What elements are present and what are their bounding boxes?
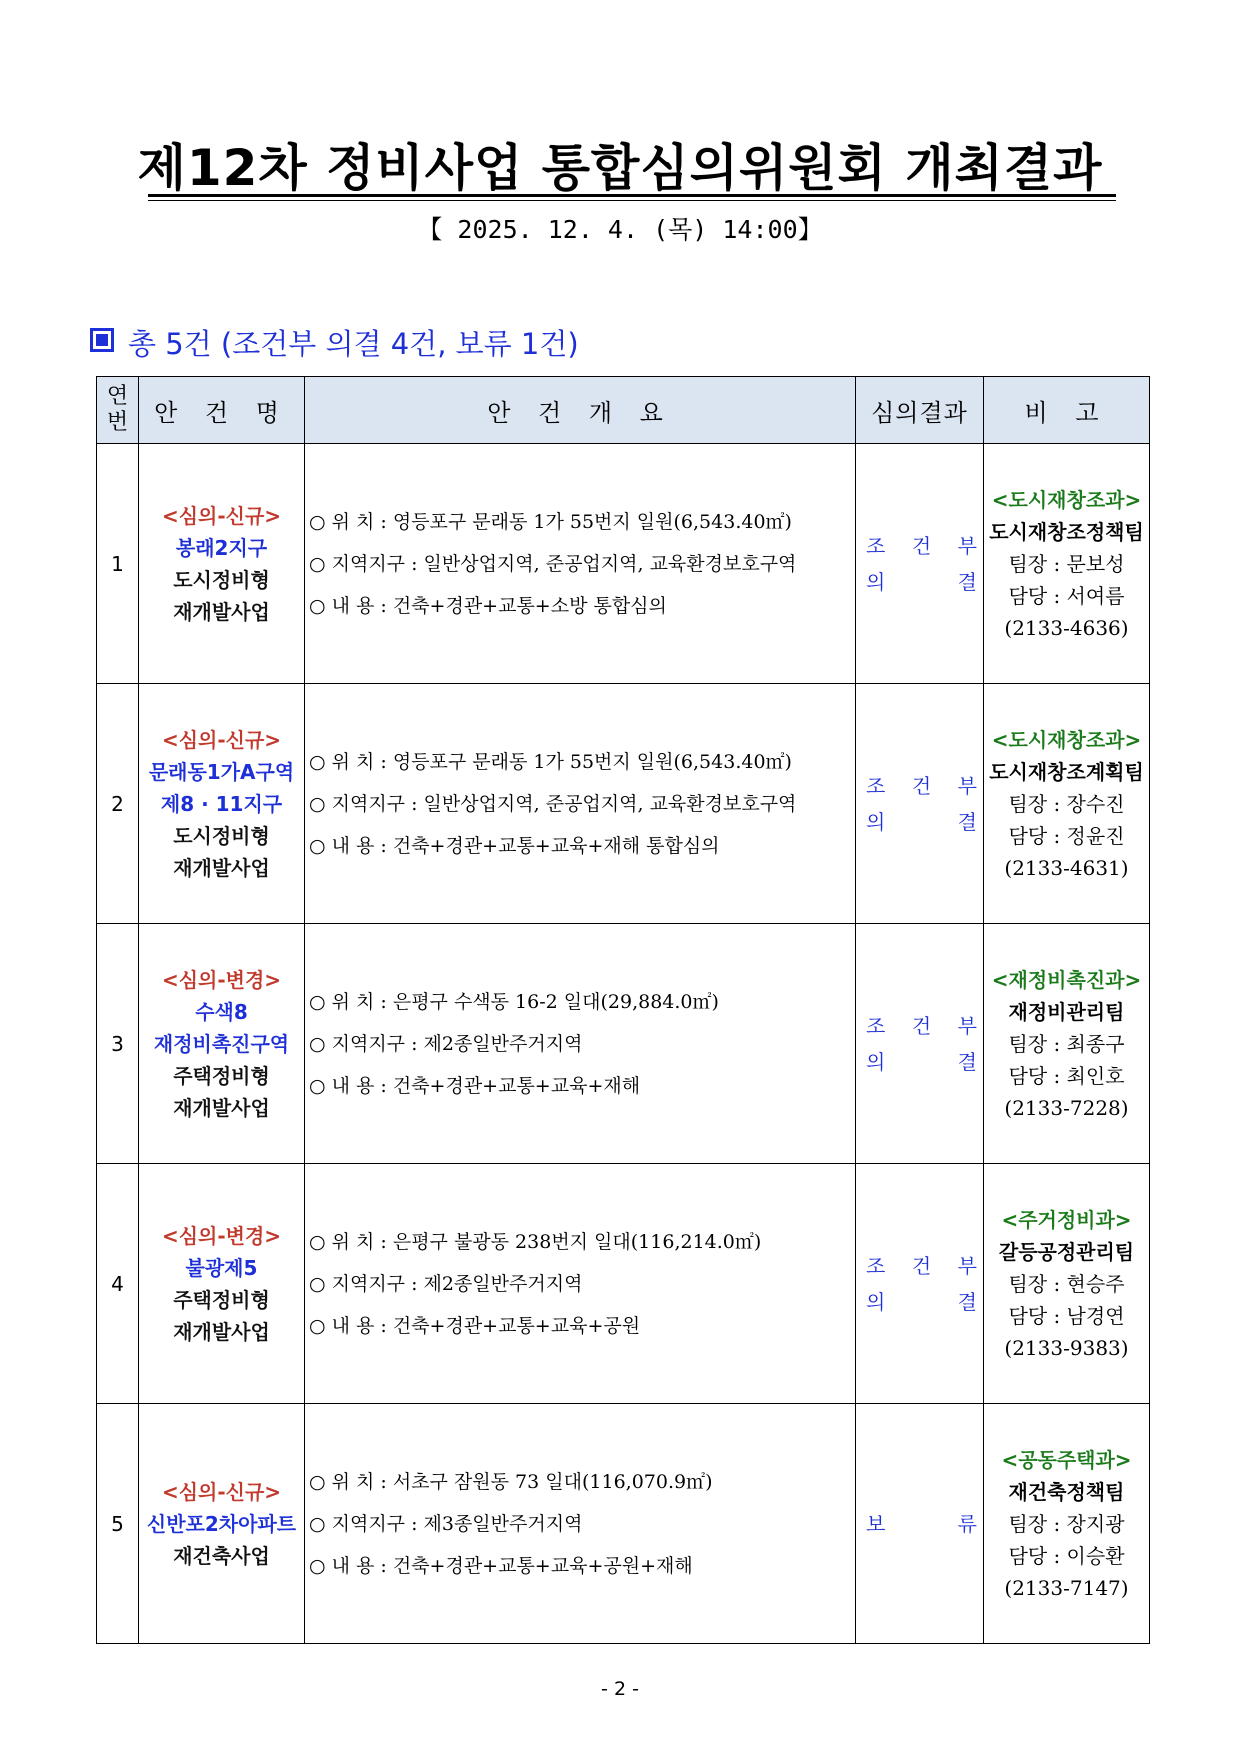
title-underline	[148, 194, 1116, 197]
content-text: ○ 내 용 : 건축+경관+교통+교육+재해 통합심의	[309, 834, 720, 857]
staff-contact: 담당 : 정윤진	[1008, 823, 1125, 848]
team: 재건축정책팀	[1008, 1479, 1125, 1504]
agenda-table	[96, 376, 1150, 1644]
overview-cell	[305, 444, 856, 684]
phone-number: (2133-4631)	[1004, 855, 1129, 880]
team: 도시재창조정책팀	[989, 519, 1144, 544]
staff-contact: 담당 : 이승환	[1008, 1543, 1125, 1568]
phone-number: (2133-7147)	[1004, 1575, 1129, 1600]
table-row	[97, 1164, 1150, 1404]
team-leader: 팀장 : 장지광	[1008, 1511, 1125, 1536]
agenda-name-cell	[139, 684, 305, 924]
zone-text: ○ 지역지구 : 제2종일반주거지역	[309, 1272, 583, 1295]
agenda-name-cell	[139, 1404, 305, 1644]
location-text: ○ 위 치 : 은평구 수색동 16-2 일대(29,884.0㎡)	[309, 990, 719, 1013]
department: <공동주택과>	[1001, 1447, 1132, 1472]
team-leader: 팀장 : 현승주	[1008, 1271, 1125, 1296]
result-cell: 보 류	[856, 1404, 984, 1644]
summary-line	[90, 322, 579, 363]
table-row	[97, 1404, 1150, 1644]
department: <도시재창조과>	[991, 487, 1142, 512]
table-row	[97, 924, 1150, 1164]
team-leader: 팀장 : 최종구	[1008, 1031, 1125, 1056]
staff-contact: 담당 : 서여름	[1008, 583, 1125, 608]
project-name: 재정비촉진구역	[153, 1031, 290, 1056]
location-text: ○ 위 치 : 서초구 잠원동 73 일대(116,070.9㎡)	[309, 1470, 713, 1493]
location-text: ○ 위 치 : 은평구 불광동 238번지 일대(116,214.0㎡)	[309, 1230, 762, 1253]
review-tag: <심의-변경>	[161, 1223, 282, 1248]
zone-text: ○ 지역지구 : 일반상업지역, 준공업지역, 교육환경보호구역	[309, 552, 797, 575]
agenda-name-cell	[139, 924, 305, 1164]
phone-number: (2133-4636)	[1004, 615, 1129, 640]
project-name: 신반포2차아파트	[146, 1511, 297, 1536]
overview-cell	[305, 1164, 856, 1404]
header-name: 안 건 명	[139, 377, 305, 444]
page-number: - 2 -	[601, 1678, 639, 1700]
note-cell	[984, 684, 1150, 924]
department: <재정비촉진과>	[991, 967, 1142, 992]
result-cell: 조 건 부 의 결	[856, 684, 984, 924]
page-title: 제12차 정비사업 통합심의위원회 개최결과	[137, 139, 1103, 197]
overview-cell	[305, 684, 856, 924]
result-cell: 조 건 부 의 결	[856, 444, 984, 684]
row-number: 4	[97, 1164, 139, 1404]
summary-text: 총 5건 (조건부 의결 4건, 보류 1건)	[128, 327, 579, 361]
team: 갈등공정관리팀	[998, 1239, 1135, 1264]
note-cell	[984, 1164, 1150, 1404]
note-cell	[984, 1404, 1150, 1644]
title-underline-thin	[148, 200, 1116, 201]
project-name: 수색8	[195, 999, 248, 1024]
zone-text: ○ 지역지구 : 제3종일반주거지역	[309, 1512, 583, 1535]
header-note: 비 고	[984, 377, 1150, 444]
phone-number: (2133-7228)	[1004, 1095, 1129, 1120]
note-cell	[984, 924, 1150, 1164]
project-type: 주택정비형	[173, 1063, 270, 1088]
table-row	[97, 684, 1150, 924]
meeting-datetime: 【 2025. 12. 4. (목) 14:00】	[417, 215, 823, 244]
project-name: 문래동1가A구역	[148, 759, 295, 784]
content-text: ○ 내 용 : 건축+경관+교통+교육+재해	[309, 1074, 641, 1097]
result-cell: 조 건 부 의 결	[856, 924, 984, 1164]
project-name: 제8 · 11지구	[160, 791, 283, 816]
team-leader: 팀장 : 문보성	[1008, 551, 1125, 576]
review-tag: <심의-변경>	[161, 967, 282, 992]
row-number: 2	[97, 684, 139, 924]
team: 재정비관리팀	[1008, 999, 1125, 1024]
project-name: 봉래2지구	[175, 535, 268, 560]
result-cell: 조 건 부 의 결	[856, 1164, 984, 1404]
content-text: ○ 내 용 : 건축+경관+교통+교육+공원+재해	[309, 1554, 693, 1577]
table-row	[97, 444, 1150, 684]
header-result: 심의결과	[856, 377, 984, 444]
overview-cell	[305, 1404, 856, 1644]
department: <주거정비과>	[1001, 1207, 1132, 1232]
project-name: 불광제5	[185, 1255, 258, 1280]
team-leader: 팀장 : 장수진	[1008, 791, 1125, 816]
project-type: 주택정비형	[173, 1287, 270, 1312]
project-type: 도시정비형	[173, 567, 270, 592]
team: 도시재창조계획팀	[989, 759, 1144, 784]
note-cell	[984, 444, 1150, 684]
staff-contact: 담당 : 남경연	[1008, 1303, 1125, 1328]
header-no: 연 번	[97, 377, 139, 444]
row-number: 3	[97, 924, 139, 1164]
content-text: ○ 내 용 : 건축+경관+교통+소방 통합심의	[309, 594, 667, 617]
project-type: 재개발사업	[173, 1319, 270, 1344]
review-tag: <심의-신규>	[161, 727, 282, 752]
zone-text: ○ 지역지구 : 일반상업지역, 준공업지역, 교육환경보호구역	[309, 792, 797, 815]
staff-contact: 담당 : 최인호	[1008, 1063, 1125, 1088]
location-text: ○ 위 치 : 영등포구 문래동 1가 55번지 일원(6,543.40㎡)	[309, 750, 792, 773]
review-tag: <심의-신규>	[161, 503, 282, 528]
agenda-name-cell	[139, 444, 305, 684]
project-type: 재개발사업	[173, 855, 270, 880]
department: <도시재창조과>	[991, 727, 1142, 752]
content-text: ○ 내 용 : 건축+경관+교통+교육+공원	[309, 1314, 641, 1337]
review-tag: <심의-신규>	[161, 1479, 282, 1504]
agenda-name-cell	[139, 1164, 305, 1404]
project-type: 재개발사업	[173, 599, 270, 624]
phone-number: (2133-9383)	[1004, 1335, 1129, 1360]
zone-text: ○ 지역지구 : 제2종일반주거지역	[309, 1032, 583, 1055]
overview-cell	[305, 924, 856, 1164]
table-header-row	[97, 377, 1150, 444]
project-type: 재개발사업	[173, 1095, 270, 1120]
square-bullet-icon	[90, 328, 114, 352]
location-text: ○ 위 치 : 영등포구 문래동 1가 55번지 일원(6,543.40㎡)	[309, 510, 792, 533]
row-number: 5	[97, 1404, 139, 1644]
row-number: 1	[97, 444, 139, 684]
header-overview: 안 건 개 요	[305, 377, 856, 444]
project-type: 도시정비형	[173, 823, 270, 848]
project-type: 재건축사업	[173, 1543, 270, 1568]
